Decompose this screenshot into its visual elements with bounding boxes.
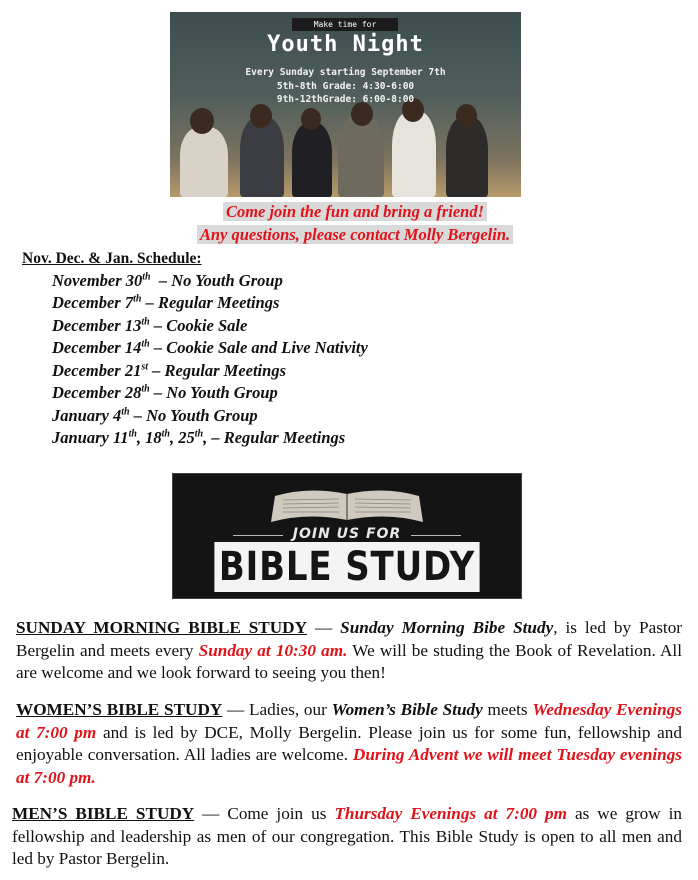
schedule-item — [52, 338, 368, 358]
schedule-text: , 18 — [136, 428, 162, 447]
paragraph-emphasis: Sunday Morning Bibe Study — [340, 618, 554, 637]
womens-bible-study-paragraph — [16, 699, 682, 789]
paragraph-text: — Come join us — [194, 804, 335, 823]
paragraph-text: — — [307, 618, 341, 637]
schedule-sup: th — [161, 428, 170, 440]
schedule-text: – Regular Meetings — [148, 361, 286, 380]
schedule-item — [52, 316, 247, 336]
schedule-text: – No Youth Group — [129, 406, 258, 425]
schedule-sup: th — [128, 428, 137, 440]
schedule-item — [52, 406, 258, 426]
schedule-text: , – Regular Meetings — [203, 428, 346, 447]
womens-heading: WOMEN’S BIBLE STUDY — [16, 700, 223, 719]
invite-text: Any questions, please contact Molly Bergelin. — [197, 225, 513, 244]
schedule-text: – No Youth Group — [150, 271, 283, 290]
youth-night-banner — [170, 12, 521, 197]
schedule-sup: th — [142, 271, 151, 283]
schedule-sup: st — [141, 361, 149, 373]
person-head — [456, 104, 477, 127]
paragraph-text: and is led by DCE, Molly Bergelin. Please join us for some fun, fellowship and enjoyable conversation. All ladies are welcome. — [16, 722, 682, 764]
invite-line — [160, 225, 550, 245]
schedule-item — [52, 428, 345, 448]
schedule-item — [52, 293, 279, 313]
schedule-sup: th — [141, 338, 150, 350]
paragraph-text: as we grow in fellowship and leadership as men of our congregation. This Bible Study is open to all men and led by Pastor Bergelin. — [12, 804, 683, 868]
schedule-sup: th — [141, 383, 150, 395]
schedule-item — [52, 383, 278, 403]
paragraph-text: meets — [482, 700, 533, 719]
person-figure — [446, 117, 488, 197]
schedule-sup: th — [194, 428, 204, 440]
paragraph-emphasis: Women’s Bible Study — [331, 700, 483, 719]
person-figure — [180, 127, 228, 197]
schedule-text: December 21 — [52, 361, 142, 380]
paragraph-highlight: Wednesday Evenings at 7:00 pm — [16, 700, 682, 742]
sunday-bible-study-paragraph — [16, 617, 682, 685]
bible-study-banner — [172, 473, 522, 599]
bible-study-join: JOIN US FOR — [292, 526, 402, 542]
person-figure — [292, 123, 332, 197]
schedule-text: December 13 — [52, 316, 142, 335]
youth-night-line: Every Sunday starting September 7th — [245, 67, 446, 78]
mens-bible-study-paragraph — [12, 803, 682, 871]
invite-line — [160, 202, 550, 222]
youth-night-line: 9th-12thGrade: 6:00-8:00 — [276, 94, 415, 105]
schedule-heading: Nov. Dec. & Jan. Schedule: — [22, 250, 202, 267]
person-head — [250, 104, 272, 128]
schedule-text: December 7 — [52, 293, 134, 312]
schedule-text: January 4 — [52, 406, 122, 425]
schedule-sup: th — [141, 316, 150, 328]
mens-heading: MEN’S BIBLE STUDY — [12, 804, 195, 823]
youth-night-line: 5th-8th Grade: 4:30-6:00 — [276, 81, 415, 92]
schedule-text: – Cookie Sale and Live Nativity — [149, 338, 368, 357]
paragraph-highlight: During Advent we will meet Tuesday evenings at 7:00 pm. — [16, 745, 682, 787]
person-figure — [392, 111, 436, 197]
paragraph-text: , is led by Pastor Bergelin and meets every — [16, 618, 683, 660]
paragraph-highlight: Sunday at 10:30 am. — [198, 640, 348, 660]
open-book-icon — [267, 482, 427, 528]
schedule-text: November 30 — [52, 271, 143, 290]
youth-night-title: Youth Night — [267, 32, 424, 57]
person-figure — [338, 115, 384, 197]
schedule-item — [52, 361, 286, 381]
paragraph-text: — Ladies, our — [222, 700, 332, 719]
schedule-sup: th — [121, 406, 130, 418]
person-head — [301, 108, 321, 130]
schedule-text: – Regular Meetings — [141, 293, 280, 312]
bible-study-title: BIBLE STUDY — [214, 542, 479, 592]
schedule-text: December 28 — [52, 383, 142, 402]
schedule-text: – Cookie Sale — [149, 316, 248, 335]
invite-text: Come join the fun and bring a friend! — [223, 202, 487, 221]
sunday-heading: SUNDAY MORNING BIBLE STUDY — [16, 618, 308, 637]
person-figure — [240, 117, 284, 197]
schedule-text: , 25 — [170, 428, 195, 447]
schedule-text: January 11 — [52, 428, 129, 447]
paragraph-text: We will be studing the Book of Revelation. All are welcome and we look forward to seeing you then! — [16, 640, 682, 682]
schedule-text: – No Youth Group — [149, 383, 278, 402]
person-head — [190, 108, 214, 134]
schedule-item — [52, 271, 283, 291]
schedule-sup: th — [133, 293, 142, 305]
paragraph-highlight: Thursday Evenings at 7:00 pm — [334, 804, 567, 823]
schedule-text: December 14 — [52, 338, 142, 357]
youth-night-tag: Make time for — [292, 18, 398, 31]
person-head — [351, 102, 373, 126]
